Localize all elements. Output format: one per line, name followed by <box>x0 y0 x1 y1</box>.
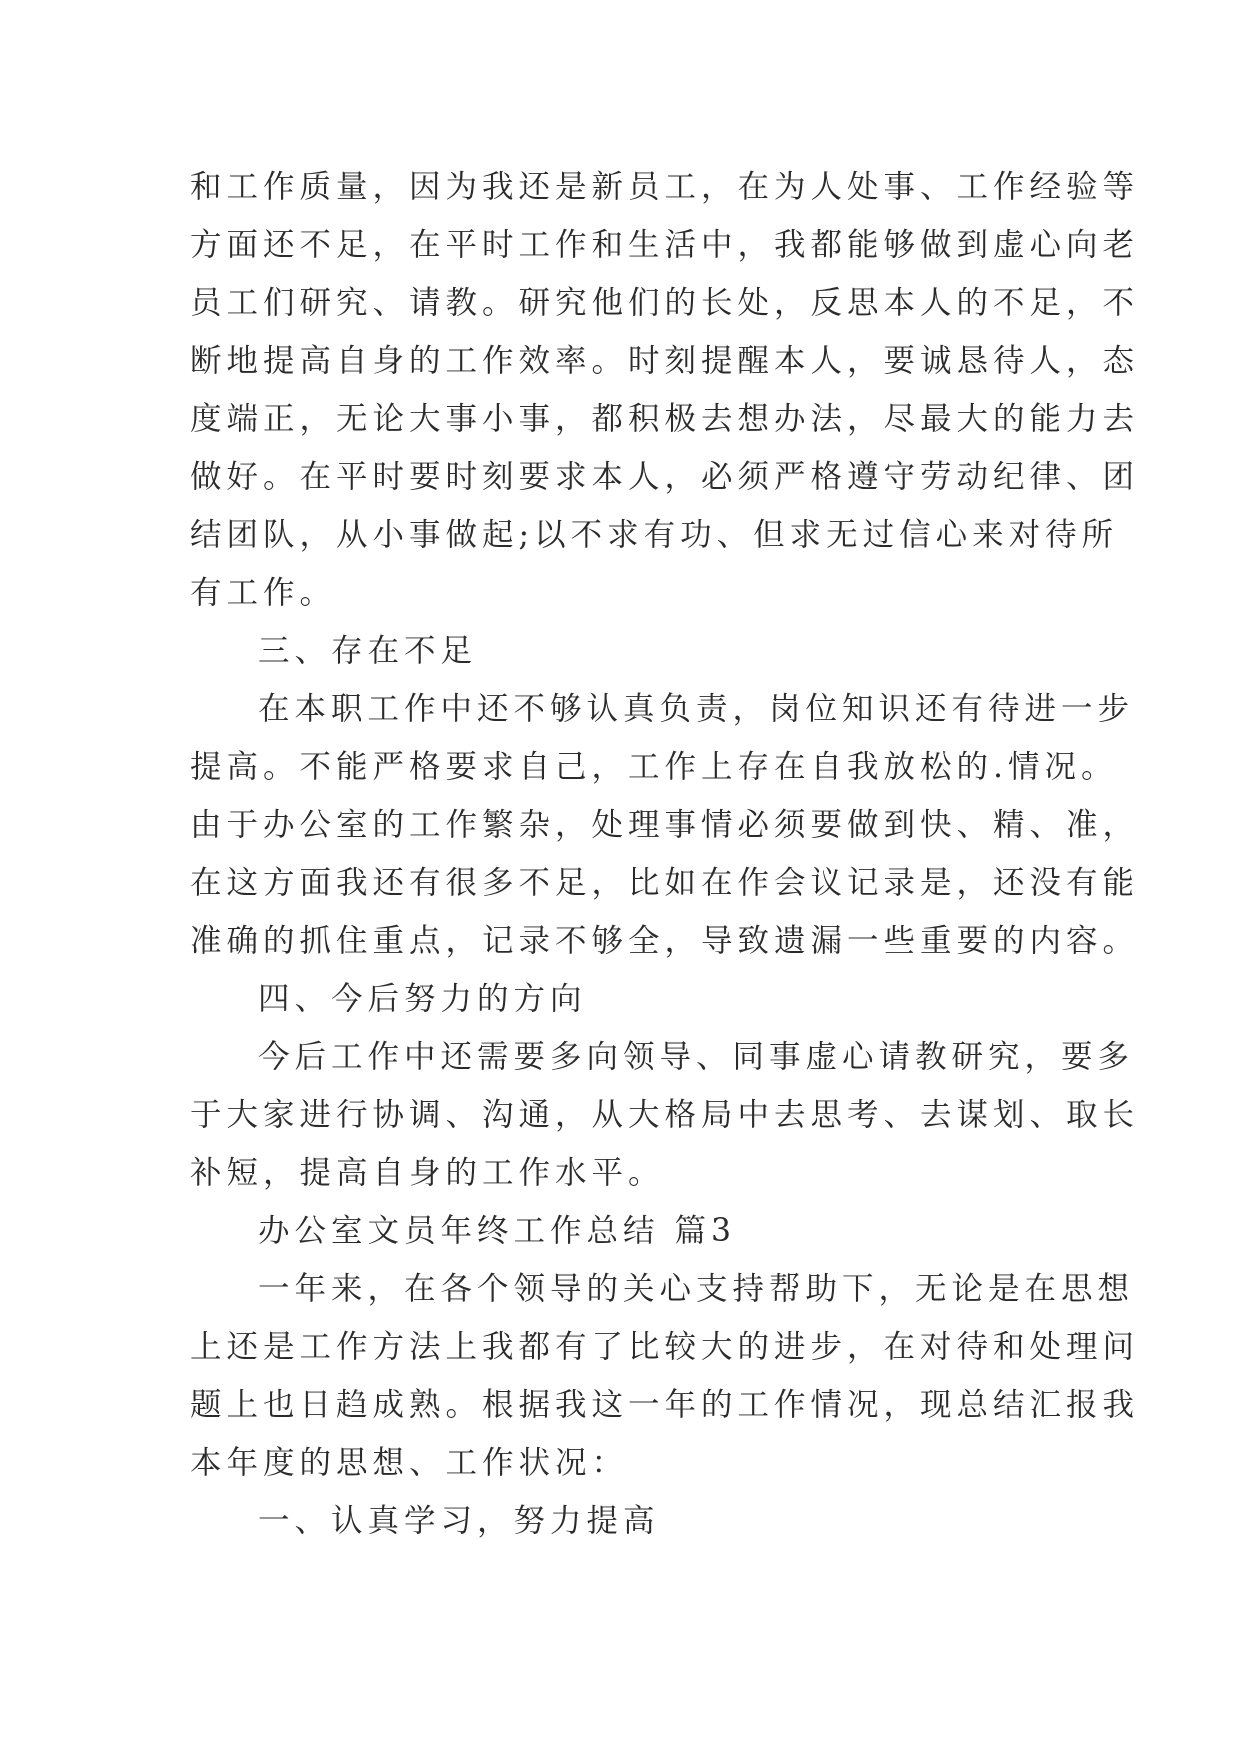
text-line: 由于办公室的工作繁杂，处理事情必须要做到快、精、准， <box>190 807 1140 843</box>
text-line: 做好。在平时要时刻要求本人，必须严格遵守劳动纪律、团 <box>190 459 1140 495</box>
paragraph-start: 一年来，在各个领导的关心支持帮助下，无论是在思想 <box>258 1271 1135 1307</box>
text-line: 上还是工作方法上我都有了比较大的进步，在对待和处理问 <box>190 1329 1140 1365</box>
text-line: 提高。不能严格要求自己，工作上存在自我放松的.情况。 <box>190 749 1118 785</box>
text-line: 和工作质量，因为我还是新员工，在为人处事、工作经验等 <box>190 169 1140 205</box>
text-line: 本年度的思想、工作状况： <box>190 1445 629 1481</box>
text-line: 题上也日趋成熟。根据我这一年的工作情况，现总结汇报我 <box>190 1387 1140 1423</box>
paragraph-start: 在本职工作中还不够认真负责，岗位知识还有待进一步 <box>258 691 1135 727</box>
section-heading: 四、今后努力的方向 <box>258 981 587 1017</box>
text-line: 在这方面我还有很多不足，比如在作会议记录是，还没有能 <box>190 865 1140 901</box>
text-line: 度端正，无论大事小事，都积极去想办法，尽最大的能力去 <box>190 401 1140 437</box>
paragraph-start: 今后工作中还需要多向领导、同事虚心请教研究，要多 <box>258 1039 1135 1075</box>
text-line: 准确的抓住重点，记录不够全，导致遗漏一些重要的内容。 <box>190 923 1140 959</box>
text-line: 员工们研究、请教。研究他们的长处，反思本人的不足，不 <box>190 285 1140 321</box>
article-title: 办公室文员年终工作总结 篇3 <box>258 1213 737 1249</box>
text-line: 有工作。 <box>190 575 337 611</box>
text-line: 方面还不足，在平时工作和生活中，我都能够做到虚心向老 <box>190 227 1140 263</box>
document-body <box>190 158 1140 1550</box>
text-line: 于大家进行协调、沟通，从大格局中去思考、去谋划、取长 <box>190 1097 1140 1133</box>
section-heading: 一、认真学习，努力提高 <box>258 1503 660 1539</box>
text-line: 断地提高自身的工作效率。时刻提醒本人，要诚恳待人，态 <box>190 343 1140 379</box>
section-heading: 三、存在不足 <box>258 633 478 669</box>
text-line: 结团队，从小事做起;以不求有功、但求无过信心来对待所 <box>190 517 1119 553</box>
text-line: 补短，提高自身的工作水平。 <box>190 1155 665 1191</box>
